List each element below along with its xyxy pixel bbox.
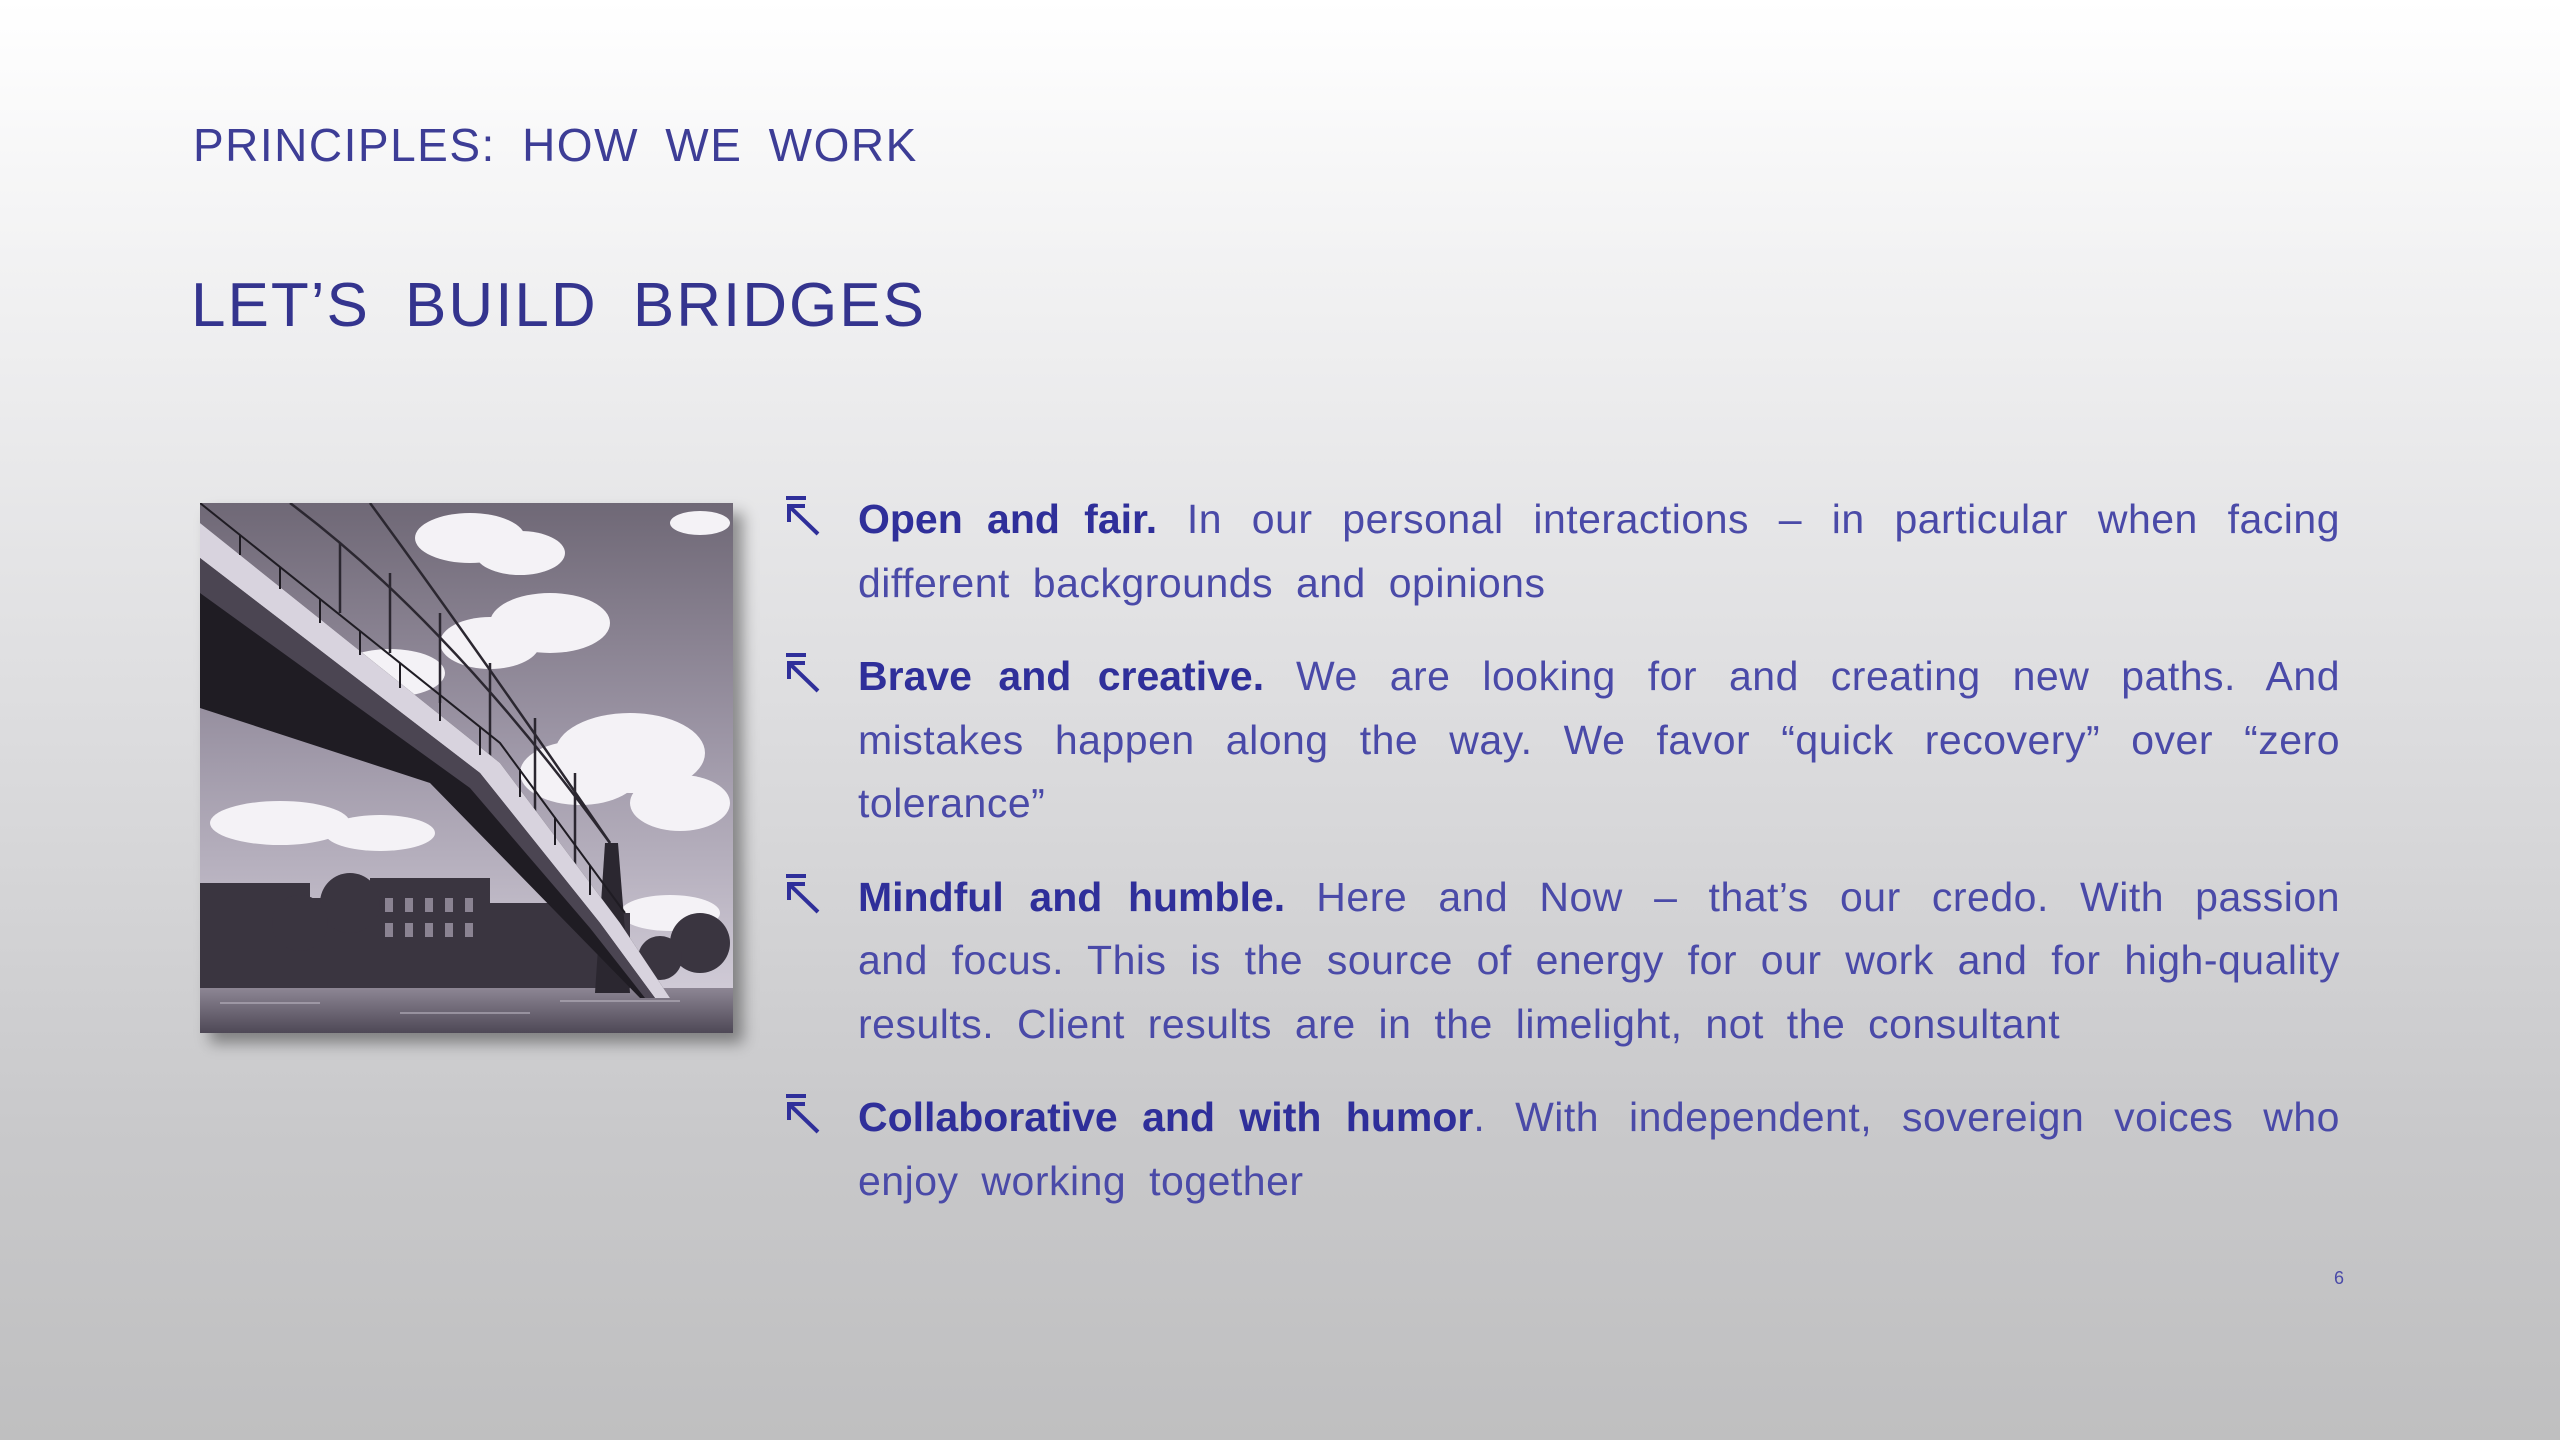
slide-title: LET’S BUILD BRIDGES [191, 271, 926, 340]
principle-text: . With independent, sovereign voices who enjoy working together [858, 1094, 2340, 1204]
principle-item [780, 488, 2340, 615]
principle-text: We are looking for and creating new paths. And mistakes happen along the way. We favor “quick recovery” over “zero tolerance” [858, 653, 2341, 826]
principle-lead: Mindful and humble. [858, 873, 1286, 920]
arrow-up-left-icon [780, 494, 824, 538]
principle-item [780, 1086, 2340, 1213]
principle-text: Here and Now – that’s our credo. With passion and focus. This is the source of energy for our work and for high-quality results. Client results are in the limelight, not the consultant [858, 873, 2340, 1047]
section-label: PRINCIPLES: HOW WE WORK [193, 119, 918, 171]
page-number: 6 [2334, 1268, 2345, 1288]
arrow-up-left-icon [780, 651, 824, 695]
principle-lead: Collaborative and with humor [858, 1094, 1474, 1140]
principle-item [780, 866, 2340, 1057]
bridge-photo-illustration [200, 503, 733, 1033]
principle-lead: Open and fair. [858, 496, 1158, 542]
principle-item [780, 645, 2340, 836]
arrow-up-left-icon [780, 1092, 824, 1136]
arrow-up-left-icon [780, 872, 824, 916]
principles-list [780, 488, 2340, 1243]
principle-text: In our personal interactions – in particular when facing different backgrounds and opinions [858, 496, 2341, 606]
principle-lead: Brave and creative. [858, 653, 1265, 699]
bridge-photo [200, 503, 733, 1033]
